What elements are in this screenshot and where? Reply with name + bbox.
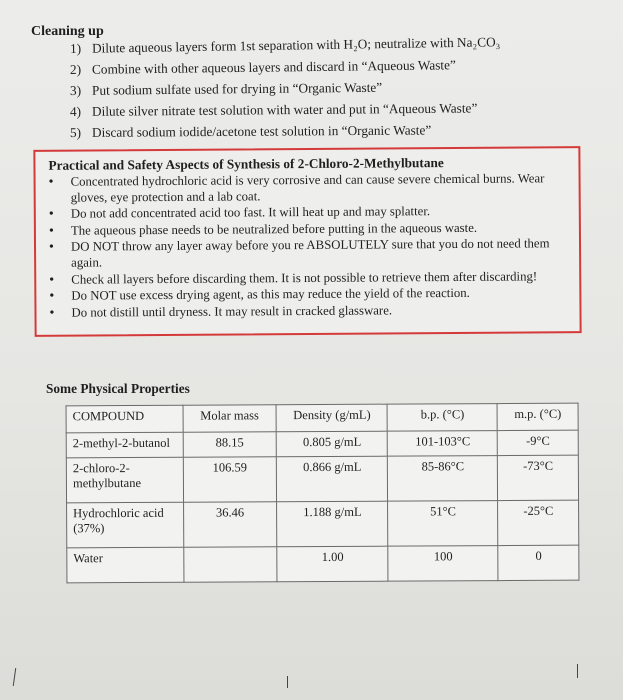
bullet-icon: •: [49, 272, 55, 288]
table-cell: 1.00: [277, 546, 388, 582]
table-cell: [183, 547, 277, 582]
safety-bullet: • Do not distill until dryness. It may result in cracked glassware.: [49, 303, 393, 321]
table-row: [66, 455, 578, 503]
column-header: Molar mass: [183, 405, 277, 432]
table-cell: 88.15: [183, 432, 277, 457]
table-cell: 0.805 g/mL: [276, 431, 387, 457]
safety-heading: Practical and Safety Aspects of Synthesis of 2-Chloro-2-Methylbutane: [48, 155, 444, 173]
safety-bullet: • The aqueous phase needs to be neutralized before putting in the aqueous waste.: [48, 220, 478, 239]
table-cell: 101-103°C: [388, 431, 498, 457]
table-cell: 85-86°C: [388, 456, 498, 502]
column-header: COMPOUND: [66, 405, 183, 433]
bullet-icon: •: [49, 288, 55, 304]
table-row: [67, 500, 579, 548]
physical-properties-table: [66, 403, 580, 584]
table-row: [66, 430, 578, 458]
table-cell: -73°C: [498, 455, 579, 500]
column-header: Density (g/mL): [276, 404, 387, 432]
cleaning-step: 1) Dilute aqueous layers form 1st separation with H₂O; neutralize with Na₂CO₃: [69, 34, 501, 56]
table-cell: 2-chloro-2-methylbutane: [66, 457, 183, 503]
table-header-row: [66, 403, 578, 433]
cleaning-step: 2) Combine with other aqueous layers and discard in “Aqueous Waste”: [69, 57, 456, 77]
bullet-icon: •: [48, 174, 54, 190]
pen-mark: [287, 676, 288, 688]
table-row: [67, 545, 579, 583]
table-cell: 51°C: [388, 501, 498, 547]
bullet-icon: •: [49, 305, 55, 321]
table-cell: 106.59: [183, 457, 277, 502]
table-cell: Water: [67, 547, 184, 583]
safety-box: [33, 146, 581, 337]
safety-bullet: • Check all layers before discarding them. It is not possible to retrieve them after discarding!: [49, 268, 538, 288]
physical-properties-heading: Some Physical Properties: [46, 381, 190, 396]
table-cell: 0.866 g/mL: [277, 456, 388, 502]
table-cell: -9°C: [498, 430, 579, 455]
safety-bullet-list: [49, 171, 570, 322]
pen-mark: [13, 668, 16, 686]
safety-bullet: • DO NOT throw any layer away before you re ABSOLUTELY sure that you do not need them again.: [48, 236, 550, 270]
table-cell: -25°C: [498, 500, 579, 545]
safety-bullet: • Concentrated hydrochloric acid is very corrosive and can cause severe chemical burns. Wear gloves, eye protection and a lab coat.: [48, 171, 545, 205]
table-cell: 36.46: [183, 502, 277, 547]
bullet-icon: •: [48, 206, 54, 222]
cleaning-step: 3) Put sodium sulfate used for drying in “Organic Waste”: [69, 79, 383, 98]
table-cell: Hydrochloric acid (37%): [67, 502, 184, 548]
safety-bullet: • Do NOT use excess drying agent, as this may reduce the yield of the reaction.: [49, 286, 470, 304]
table-cell: 100: [388, 546, 498, 582]
table-cell: 2-methyl-2-butanol: [66, 432, 183, 458]
bullet-icon: •: [48, 240, 54, 256]
cleaning-step: 5) Discard sodium iodide/acetone test solution in “Organic Waste”: [69, 122, 432, 140]
table-cell: 1.188 g/mL: [277, 501, 388, 547]
table-cell: 0: [498, 545, 579, 580]
column-header: m.p. (°C): [497, 403, 578, 430]
bullet-icon: •: [48, 223, 54, 239]
safety-bullet: • Do not add concentrated acid too fast. It will heat up and may splatter.: [48, 204, 431, 222]
column-header: b.p. (°C): [387, 404, 497, 432]
cleaning-up-heading: Cleaning up: [31, 24, 104, 39]
cleaning-step: 4) Dilute silver nitrate test solution with water and put in “Aqueous Waste”: [69, 100, 478, 119]
cleaning-steps-list: [69, 34, 501, 143]
pen-mark: [577, 664, 578, 678]
